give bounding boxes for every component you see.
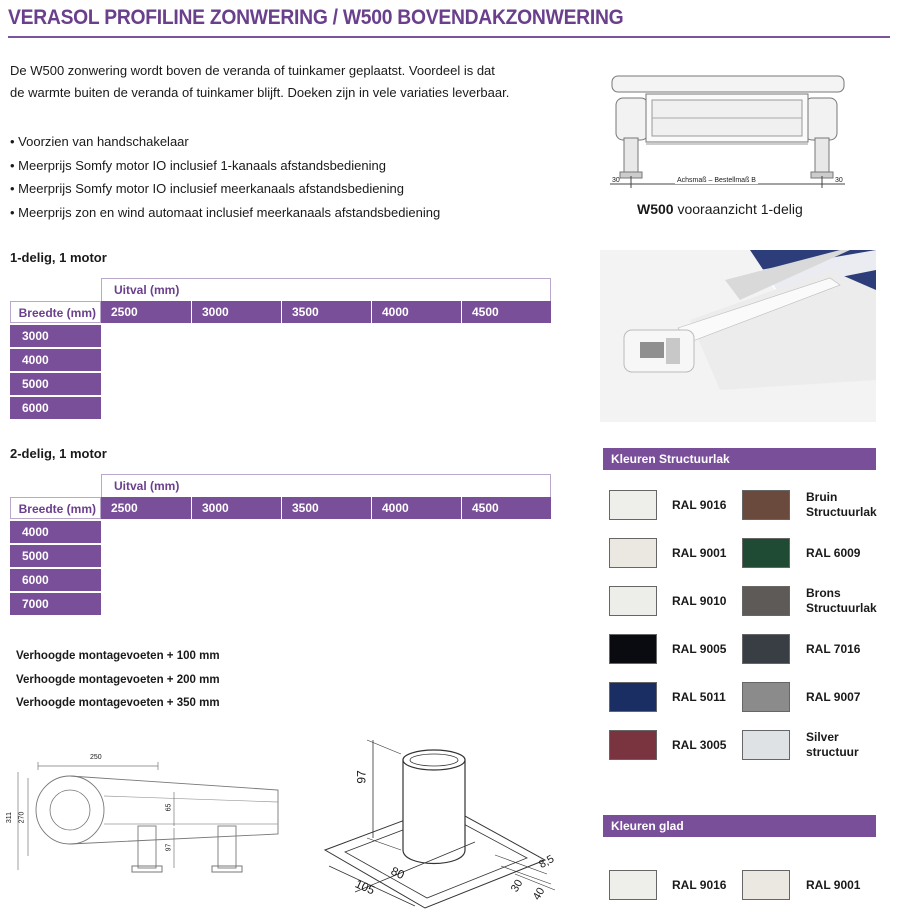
dim-a: 8,5 [537, 852, 557, 872]
uitval-value: 4000 [371, 497, 461, 519]
foot-drawing [315, 730, 565, 910]
uitval-header [101, 474, 551, 499]
color-label: RAL 5011 [672, 690, 726, 704]
color-swatch [609, 586, 657, 616]
color-label: Silver structuur [806, 730, 859, 759]
dim-left-b: 270 [18, 811, 26, 824]
intro-line-1: De W500 zonwering wordt boven de veranda of tuinkamer geplaatst. Voordeel is dat [10, 63, 495, 78]
color-label: RAL 7016 [806, 642, 861, 656]
color-label: RAL 9001 [806, 878, 861, 892]
verhoogde-list [16, 645, 220, 716]
color-swatch [742, 682, 790, 712]
dim-width: 80 [388, 863, 407, 883]
dim-b: 30 [508, 877, 526, 895]
feature-item: • Meerprijs zon en wind automaat inclusief meerkanaals afstandsbediening [10, 201, 440, 225]
color-swatch [742, 870, 790, 900]
color-swatch [609, 490, 657, 520]
dim-c: 40 [530, 885, 548, 903]
color-label: Brons Structuurlak [806, 586, 877, 615]
dim-right: 30 [835, 177, 843, 184]
color-label: RAL 9016 [672, 878, 727, 892]
color-label: RAL 9010 [672, 594, 727, 608]
color-swatch [609, 538, 657, 568]
breedte-header: Breedte (mm) [10, 301, 101, 323]
uitval-value: 2500 [111, 305, 138, 319]
dim-top: 250 [90, 754, 102, 761]
dim-left: 30 [612, 177, 620, 184]
price-table-1 [10, 278, 555, 420]
product-photo-svg [600, 250, 876, 422]
colors-glad-heading: Kleuren glad [603, 815, 876, 837]
color-label: RAL 9007 [806, 690, 861, 704]
front-view-svg [600, 72, 855, 192]
uitval-value: 3000 [191, 301, 281, 323]
breedte-header: Breedte (mm) [10, 497, 101, 519]
breedte-value: 5000 [10, 373, 101, 395]
table2-heading: 2-delig, 1 motor [10, 446, 107, 461]
uitval-value: 3000 [191, 497, 281, 519]
uitval-value: 3500 [281, 301, 371, 323]
color-label: RAL 9016 [672, 498, 727, 512]
verhoogde-item: Verhoogde montagevoeten + 350 mm [16, 697, 220, 709]
verhoogde-item: Verhoogde montagevoeten + 200 mm [16, 673, 220, 686]
color-swatch [609, 634, 657, 664]
dim-length: 105 [353, 876, 378, 898]
uitval-header [101, 278, 551, 303]
table1-heading: 1-delig, 1 motor [10, 250, 107, 265]
uitval-value: 4500 [461, 301, 551, 323]
color-swatch [609, 730, 657, 760]
breedte-value: 4000 [10, 521, 101, 543]
breedte-value: 6000 [10, 397, 101, 419]
dim-middle: Achsmaß – Bestellmaß B [677, 177, 756, 184]
color-swatch [742, 538, 790, 568]
dim-left-a: 311 [6, 811, 14, 824]
intro-text [10, 60, 530, 104]
title-divider [8, 36, 890, 38]
intro-line-2: de warmte buiten de veranda of tuinkamer blijft. Doeken zijn in vele variaties leverbaar. [10, 85, 510, 100]
caption-rest: vooraanzicht 1-delig [673, 201, 803, 217]
feature-list [10, 130, 440, 224]
breedte-value: 4000 [10, 349, 101, 371]
side-view-svg [8, 752, 298, 882]
uitval-value: 4000 [371, 301, 461, 323]
color-label: Bruin Structuurlak [806, 490, 877, 519]
side-view-drawing [8, 752, 298, 882]
uitval-value: 4500 [461, 497, 551, 519]
dim-mid-b: 97 [165, 843, 173, 852]
color-label: RAL 9005 [672, 642, 727, 656]
feature-item: • Meerprijs Somfy motor IO inclusief meerkanaals afstandsbediening [10, 177, 440, 201]
color-swatch [742, 730, 790, 760]
breedte-value: 6000 [10, 569, 101, 591]
uitval-label: Uitval (mm) [114, 283, 180, 297]
uitval-value: 3500 [281, 497, 371, 519]
colors-structuur-heading: Kleuren Structuurlak [603, 448, 876, 470]
color-swatch [742, 490, 790, 520]
feature-item: • Voorzien van handschakelaar [10, 130, 440, 154]
feature-item: • Meerprijs Somfy motor IO inclusief 1-kanaals afstandsbediening [10, 154, 440, 178]
uitval-label: Uitval (mm) [114, 479, 180, 493]
color-swatch [609, 682, 657, 712]
color-label: RAL 3005 [672, 738, 727, 752]
breedte-value: 7000 [10, 593, 101, 615]
page-title: VERASOL PROFILINE ZONWERING / W500 BOVENDAKZONWERING [8, 6, 624, 29]
color-label: RAL 9001 [672, 546, 727, 560]
color-swatch [742, 634, 790, 664]
dim-height: 97 [354, 770, 369, 784]
front-view-drawing [600, 72, 855, 197]
breedte-value: 5000 [10, 545, 101, 567]
color-label: RAL 6009 [806, 546, 861, 560]
color-swatch [742, 586, 790, 616]
front-view-caption [637, 201, 803, 217]
caption-bold: W500 [637, 201, 674, 217]
dim-mid-a: 65 [165, 803, 173, 812]
product-photo [600, 250, 876, 422]
uitval-value: 2500 [111, 501, 138, 515]
color-swatch [609, 870, 657, 900]
verhoogde-item: Verhoogde montagevoeten + 100 mm [16, 650, 220, 662]
uitval-values-row [101, 497, 551, 519]
foot-drawing-svg [315, 730, 565, 910]
breedte-value: 3000 [10, 325, 101, 347]
uitval-values-row [101, 301, 551, 323]
price-table-2 [10, 474, 555, 616]
